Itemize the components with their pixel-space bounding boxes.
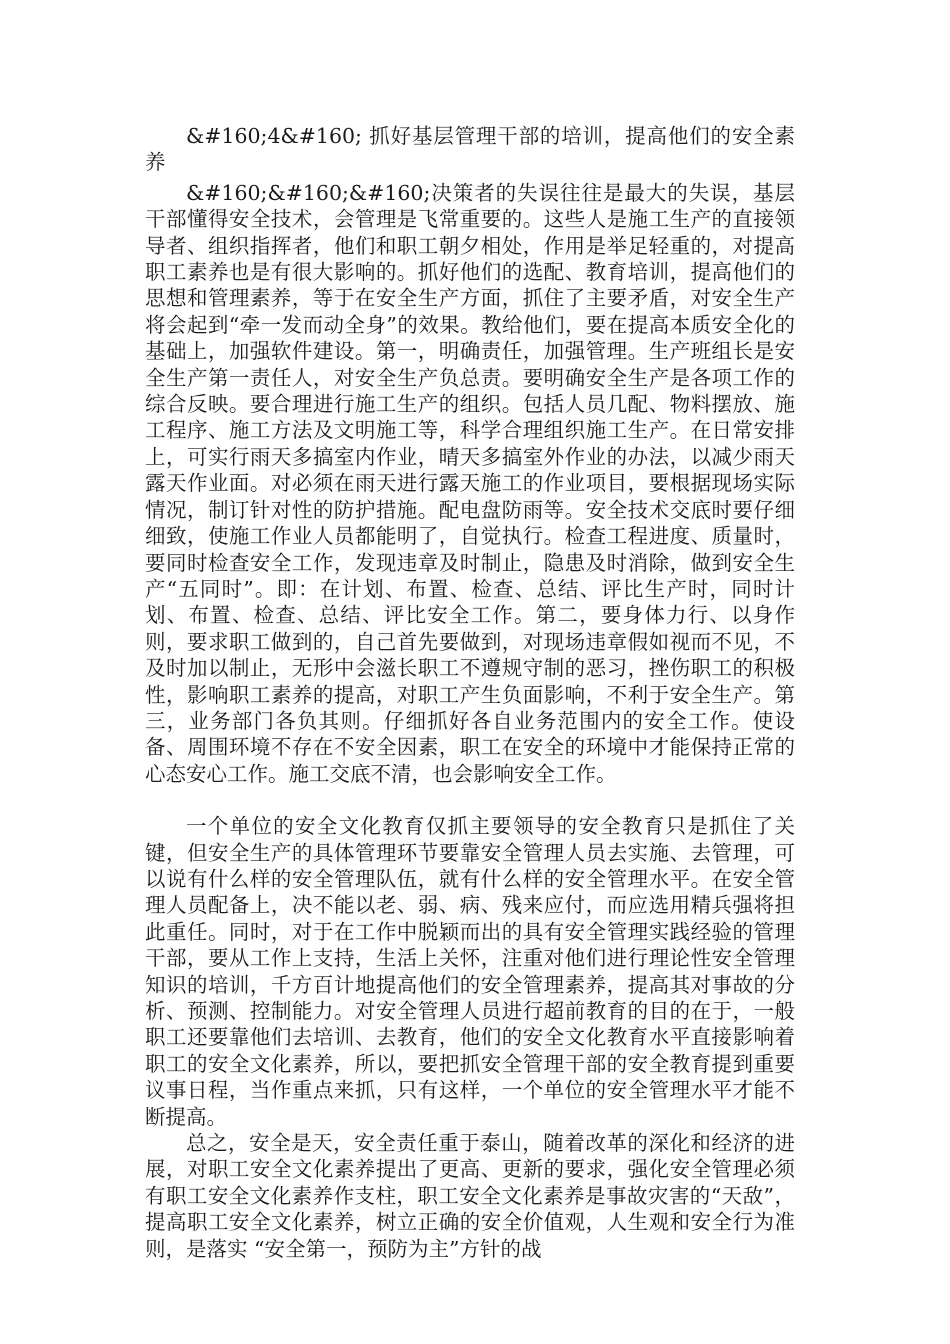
paragraph-conclusion: 总之，安全是天，安全责任重于泰山，随着改革的深化和经济的进展，对职工安全文化素养提出了更高、更新的要求，强化安全管理必须有职工安全文化素养作支柱，职工安全文化素养是事故灾害的“天敌”，提高职工安全文化素养，树立正确的安全价值观，人生观和安全行为准则，是落实 “安全第一，预防为主”方针的战 bbox=[145, 1131, 795, 1261]
document-page bbox=[145, 123, 795, 1262]
section-heading: &#160;4&#160; 抓好基层管理干部的培训，提高他们的安全素养 bbox=[145, 124, 795, 175]
paragraph-safety-management-staff: 一个单位的安全文化教育仅抓主要领导的安全教育只是抓住了关键，但安全生产的具体管理环节要靠安全管理人员去实施、去管理，可以说有什么样的安全管理队伍，就有什么样的安全管理水平。在安全管理人员配备上，决不能以老、弱、病、残来应付，而应选用精兵强将担此重任。同时，对于在工作中脱颖而出的具有安全管理实践经验的管理干部，要从工作上支持，生活上关怀，注重对他们进行理论性安全管理知识的培训，千方百计地提高他们的安全管理素养，提高其对事故的分析、预测、控制能力。对安全管理人员进行超前教育的目的在于，一般职工还要靠他们去培训、去教育，他们的安全文化教育水平直接影响着职工的安全文化素养，所以，要把抓安全管理干部的安全教育提到重要议事日程，当作重点来抓，只有这样，一个单位的安全管理水平才能不断提高。 bbox=[145, 814, 795, 1129]
paragraph-base-level-managers: &#160;&#160;&#160;决策者的失误往往是最大的失误，基层干部懂得安全技术，会管理是飞常重要的。这些人是施工生产的直接领导者、组织指挥者，他们和职工朝夕相处，作用是举足轻重的，对提高职工素养也是有很大影响的。抓好他们的选配、教育培训，提高他们的思想和管理素养，等于在安全生产方面，抓住了主要矛盾，对安全生产将会起到“牵一发而动全身”的效果。教给他们，要在提高本质安全化的基础上，加强软件建设。第一，明确责任，加强管理。生产班组长是安全生产第一责任人，对安全生产负总责。要明确安全生产是各项工作的综合反映。要合理进行施工生产的组织。包括人员几配、物料摆放、施工程序、施工方法及文明施工等，科学合理组织施工生产。在日常安排上，可实行雨天多搞室内作业，晴天多搞室外作业的办法，以减少雨天露天作业面。对必须在雨天进行露天施工的作业项目，要根据现场实际情况，制订针对性的防护措施。配电盘防雨等。安全技术交底时要仔细细致，使施工作业人员都能明了，自觉执行。检查工程进度、质量时，要同时检查安全工作，发现违章及时制止，隐患及时消除，做到安全生产“五同时”。即：在计划、布置、检查、总结、评比生产时，同时计划、布置、检查、总结、评比安全工作。第二，要身体力行、以身作则，要求职工做到的，自己首先要做到，对现场违章假如视而不见，不及时加以制止，无形中会滋长职工不遵规守制的恶习，挫伤职工的积极性，影响职工素养的提高，对职工产生负面影响，不利于安全生产。第三，业务部门各负其则。仔细抓好各自业务范围内的安全工作。使设备、周围环境不存在不安全因素，职工在安全的环境中才能保持正常的心态安心工作。施工交底不清，也会影响安全工作。 bbox=[145, 180, 795, 786]
